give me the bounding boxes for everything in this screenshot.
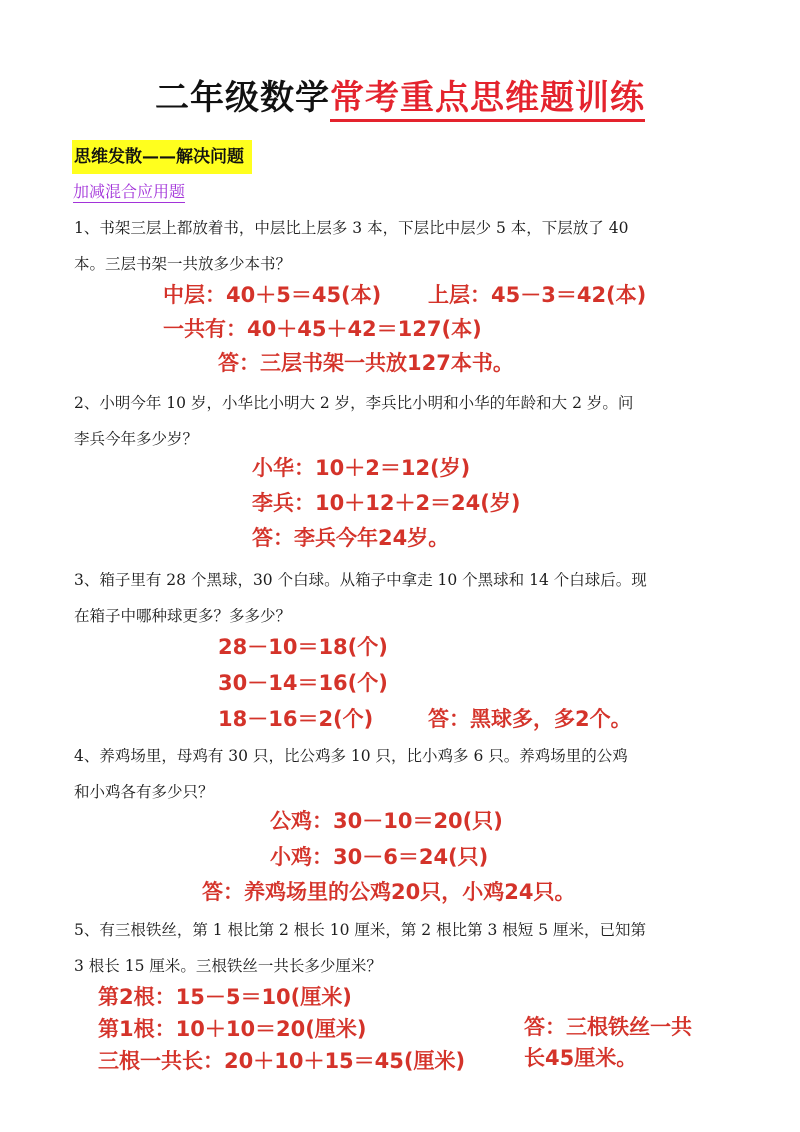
problem-5-answer-1: 第2根：15－5＝10(厘米) bbox=[98, 985, 352, 1009]
page-title bbox=[0, 70, 800, 119]
problem-5-line-1: 5、有三根铁丝，第 1 根比第 2 根长 10 厘米，第 2 根比第 3 根短 5 厘米，已知第 bbox=[74, 921, 647, 939]
problem-5-answer-final-line-1: 答：三根铁丝一共 bbox=[524, 1015, 692, 1039]
problem-4-line-1: 4、养鸡场里，母鸡有 30 只，比公鸡多 10 只，比小鸡多 6 只。养鸡场里的公鸡 bbox=[74, 747, 628, 765]
problem-1-answer-final: 答：三层书架一共放127本书。 bbox=[218, 351, 514, 375]
problem-4-answer-1: 公鸡：30－10＝20(只) bbox=[270, 809, 503, 833]
problem-3-line-1: 3、箱子里有 28 个黑球，30 个白球。从箱子中拿走 10 个黑球和 14 个白球后。现 bbox=[74, 571, 647, 589]
problem-3-text bbox=[74, 562, 734, 634]
problem-4-answer-2: 小鸡：30－6＝24(只) bbox=[270, 845, 489, 869]
problem-1-answer-1: 中层：40＋5＝45(本) bbox=[163, 283, 382, 307]
problem-1-answer-3: 一共有：40＋45＋42＝127(本) bbox=[163, 317, 482, 341]
problem-1-text bbox=[74, 210, 734, 282]
problem-4-text bbox=[74, 738, 734, 810]
problem-2-text bbox=[74, 385, 734, 457]
problem-3-answer-3: 18－16＝2(个) bbox=[218, 707, 374, 731]
problem-5-answer-final-line-2: 长45厘米。 bbox=[524, 1046, 638, 1070]
problem-2-answer-final: 答：李兵今年24岁。 bbox=[252, 526, 450, 550]
problem-2-answer-2: 李兵：10＋12＋2＝24(岁) bbox=[252, 491, 521, 515]
problem-3-line-2: 在箱子中哪种球更多？多多少？ bbox=[74, 607, 292, 625]
problem-1-answer-2: 上层：45－3＝42(本) bbox=[428, 283, 647, 307]
section-tag: 思维发散——解决问题 bbox=[72, 140, 252, 174]
problem-3-answer-final: 答：黑球多，多2个。 bbox=[428, 707, 632, 731]
problem-5-answer-2: 第1根：10＋10＝20(厘米) bbox=[98, 1017, 367, 1041]
page-title-black: 二年级数学 bbox=[155, 78, 330, 118]
problem-3-answer-1: 28－10＝18(个) bbox=[218, 635, 388, 659]
problem-5-answer-3: 三根一共长：20＋10＋15＝45(厘米) bbox=[98, 1049, 466, 1073]
problem-2-line-1: 2、小明今年 10 岁，小华比小明大 2 岁，李兵比小明和小华的年龄和大 2 岁。问 bbox=[74, 394, 634, 412]
page-title-red: 常考重点思维题训练 bbox=[330, 78, 645, 122]
problem-5-text bbox=[74, 912, 734, 984]
problem-2-answer-1: 小华：10＋2＝12(岁) bbox=[252, 456, 471, 480]
problem-3-answer-2: 30－14＝16(个) bbox=[218, 671, 388, 695]
problem-1-line-1: 1、书架三层上都放着书，中层比上层多 3 本，下层比中层少 5 本，下层放了 40 bbox=[74, 219, 629, 237]
problem-5-line-2: 3 根长 15 厘米。三根铁丝一共长多少厘米？ bbox=[74, 957, 382, 975]
problem-2-line-2: 李兵今年多少岁？ bbox=[74, 430, 199, 448]
subsection-heading: 加减混合应用题 bbox=[73, 182, 186, 201]
problem-4-answer-final: 答：养鸡场里的公鸡20只，小鸡24只。 bbox=[202, 880, 576, 904]
problem-4-line-2: 和小鸡各有多少只？ bbox=[74, 783, 214, 801]
problem-1-line-2: 本。三层书架一共放多少本书？ bbox=[74, 255, 292, 273]
